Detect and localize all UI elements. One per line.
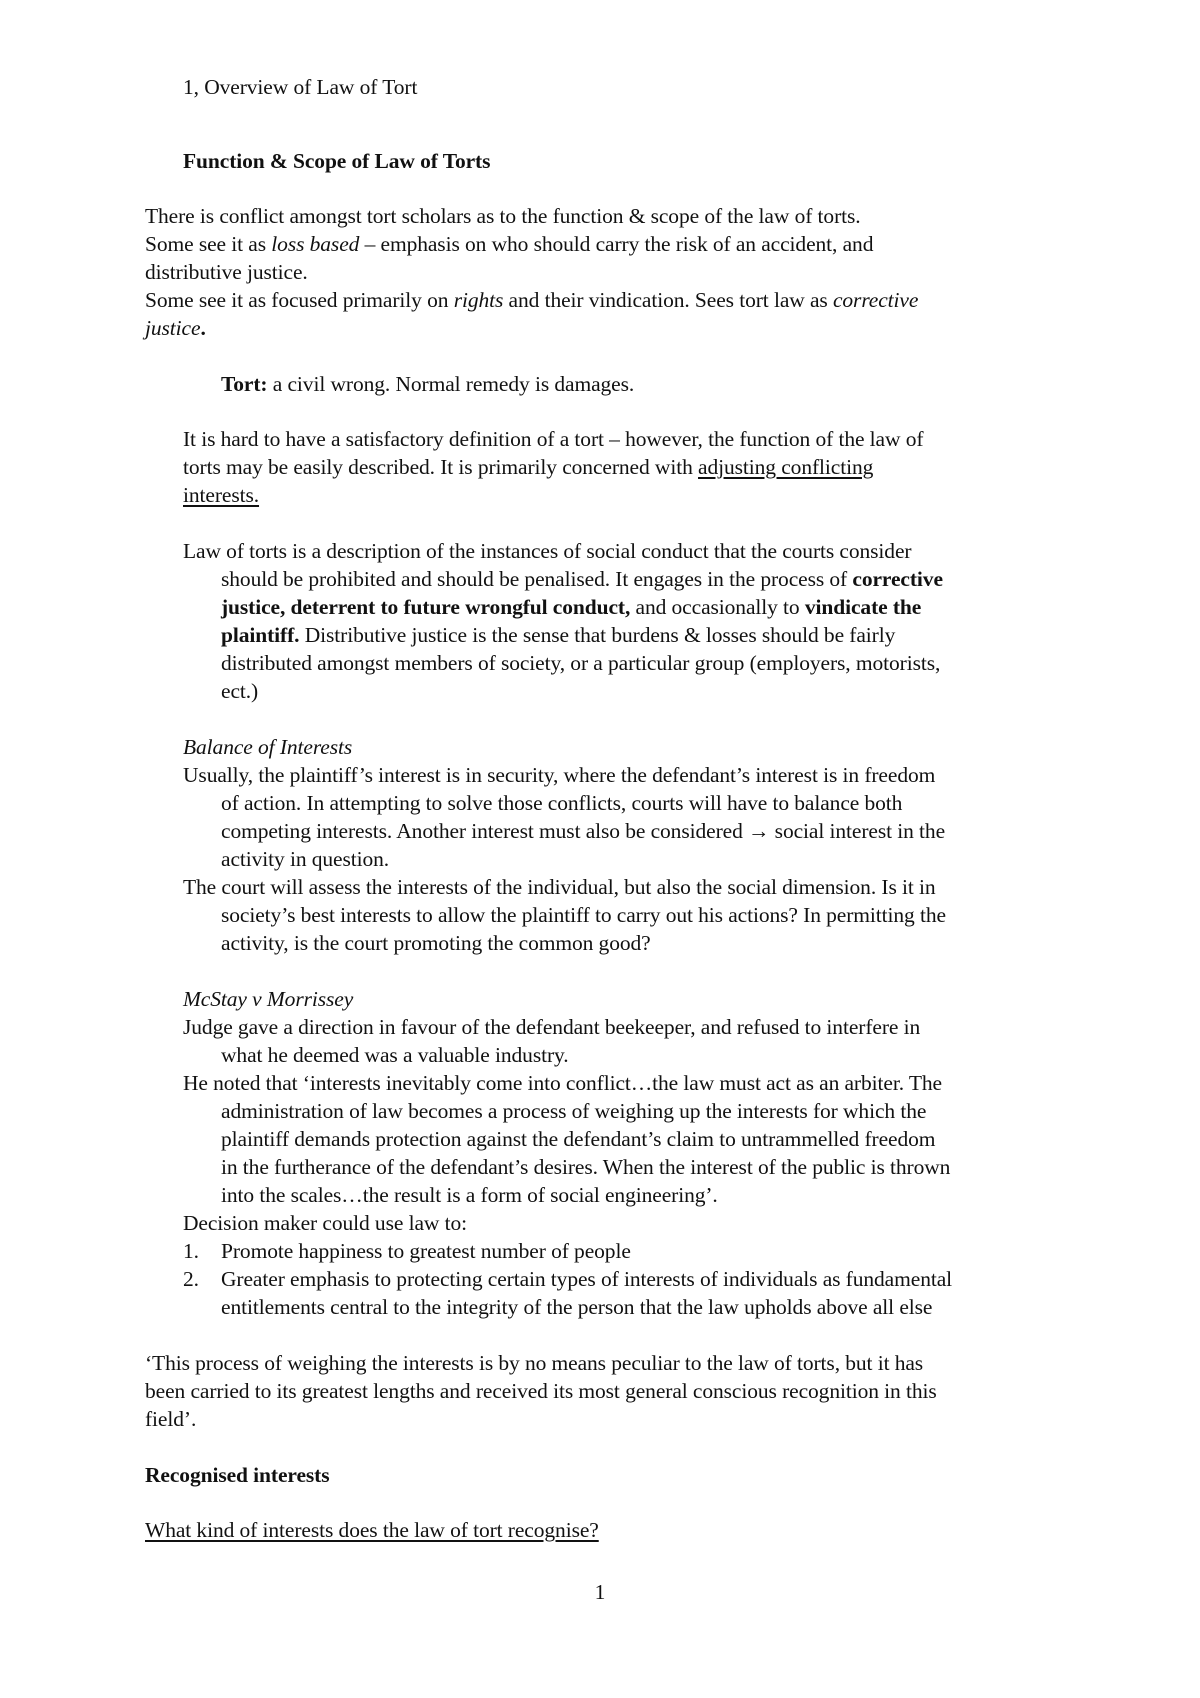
- quote-line-3: field’.: [145, 1407, 197, 1431]
- case-line-3: He noted that ‘interests inevitably come into conflict…the law must act as an arbiter. The: [183, 1071, 942, 1095]
- balance-line-3: competing interests. Another interest must also be considered → social interest in the: [221, 819, 946, 843]
- list-item-2: Greater emphasis to protecting certain types of interests of individuals as fundamental: [221, 1267, 953, 1291]
- balance-line-1: Usually, the plaintiff’s interest is in security, where the defendant’s interest is in freedom: [183, 763, 936, 787]
- law-of-torts-line-4: plaintiff. Distributive justice is the sense that burdens & losses should be fairly: [221, 623, 896, 647]
- case-line-5: plaintiff demands protection against the defendant’s claim to untrammelled freedom: [221, 1127, 936, 1151]
- case-line-1: Judge gave a direction in favour of the defendant beekeeper, and refused to interfere in: [183, 1015, 921, 1039]
- case-heading: McStay v Morrissey: [183, 987, 354, 1011]
- law-of-torts-line-5: distributed amongst members of society, or a particular group (employers, motorists,: [221, 651, 941, 675]
- paragraph-loss-based: Some see it as loss based – emphasis on who should carry the risk of an accident, and: [145, 232, 874, 256]
- law-of-torts-line-3: justice, deterrent to future wrongful conduct, and occasionally to vindicate the: [221, 595, 922, 619]
- list-item-1: Promote happiness to greatest number of people: [221, 1239, 631, 1263]
- definition-line-1: It is hard to have a satisfactory definition of a tort – however, the function of the law of: [183, 427, 924, 451]
- recognised-interests-heading: Recognised interests: [145, 1463, 330, 1487]
- document-title: 1, Overview of Law of Tort: [183, 75, 418, 99]
- definition-line-2: torts may be easily described. It is primarily concerned with adjusting conflicting: [183, 455, 874, 479]
- balance-of-interests-heading: Balance of Interests: [183, 735, 353, 759]
- recognised-interests-question: What kind of interests does the law of tort recognise?: [145, 1518, 599, 1542]
- arrow-right-icon: →: [748, 819, 770, 843]
- law-of-torts-line-1: Law of torts is a description of the instances of social conduct that the courts consider: [183, 539, 912, 563]
- quote-line-2: been carried to its greatest lengths and received its most general conscious recognition in this: [145, 1379, 937, 1403]
- balance-line-5: The court will assess the interests of the individual, but also the social dimension. Is it in: [183, 875, 936, 899]
- section-heading-function-scope: Function & Scope of Law of Torts: [183, 149, 491, 173]
- paragraph-rights: Some see it as focused primarily on rights and their vindication. Sees tort law as corrective: [145, 288, 919, 312]
- page-number: 1: [594, 1580, 606, 1604]
- balance-line-7: activity, is the court promoting the common good?: [221, 931, 651, 955]
- quote-line-1: ‘This process of weighing the interests is by no means peculiar to the law of torts, but it has: [145, 1351, 924, 1375]
- list-item-2-number: 2.: [183, 1267, 199, 1291]
- case-line-8: Decision maker could use law to:: [183, 1211, 467, 1235]
- law-of-torts-line-2: should be prohibited and should be penalised. It engages in the process of corrective: [221, 567, 943, 591]
- list-item-2-cont: entitlements central to the integrity of the person that the law upholds above all else: [221, 1295, 933, 1319]
- balance-line-4: activity in question.: [221, 847, 390, 871]
- balance-line-6: society’s best interests to allow the plaintiff to carry out his actions? In permitting the: [221, 903, 946, 927]
- law-of-torts-line-6: ect.): [221, 679, 259, 703]
- case-line-2: what he deemed was a valuable industry.: [221, 1043, 569, 1067]
- paragraph-loss-based-cont: distributive justice.: [145, 260, 308, 284]
- case-line-6: in the furtherance of the defendant’s desires. When the interest of the public is thrown: [221, 1155, 951, 1179]
- list-item-1-number: 1.: [183, 1239, 199, 1263]
- case-line-7: into the scales…the result is a form of social engineering’.: [221, 1183, 718, 1207]
- paragraph-rights-cont: justice.: [145, 316, 206, 340]
- balance-line-2: of action. In attempting to solve those conflicts, courts will have to balance both: [221, 791, 903, 815]
- definition-line-3: interests.: [183, 483, 260, 507]
- case-line-4: administration of law becomes a process of weighing up the interests for which the: [221, 1099, 927, 1123]
- paragraph-scholars: There is conflict amongst tort scholars as to the function & scope of the law of torts.: [145, 204, 861, 228]
- tort-definition: Tort: a civil wrong. Normal remedy is damages.: [221, 372, 635, 396]
